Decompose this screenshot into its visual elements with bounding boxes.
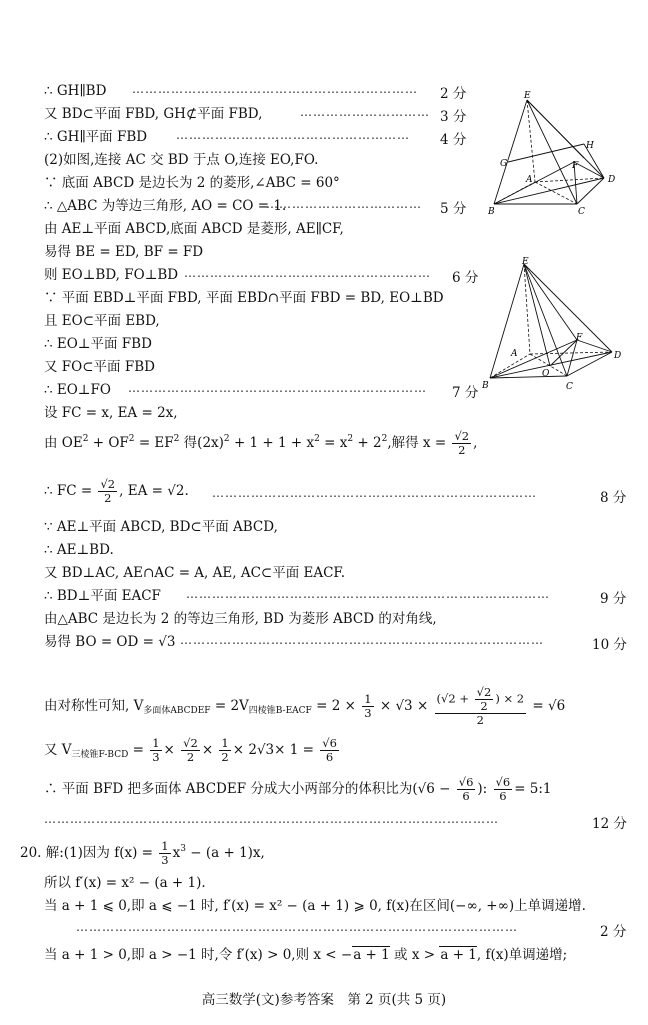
label-D2: D	[614, 351, 622, 361]
line-20: 又 BD⊥AC, AE∩AC = A, AE, AC⊂平面 EACF.	[44, 565, 345, 581]
line-26: ∴ 平面 BFD 把多面体 ABCDEF 分成大小两部分的体积比为(√6 − $\frac{√6}{6}$ ): $\frac{√6}{6}$ = 5:1	[44, 775, 552, 803]
label-H: H	[586, 141, 594, 151]
line-19: ∴ AE⊥BD.	[44, 542, 114, 558]
line-3: ∴ GH∥平面 FBD	[44, 129, 148, 145]
score-10: 12 分	[592, 816, 627, 832]
leader-dots: ………………………………	[266, 197, 422, 211]
line-6: ∴ △ABC 为等边三角形, AO = CO = 1.	[44, 198, 287, 214]
leader-dots: ……………………………………………………………	[128, 381, 427, 395]
leader-dots: ………………………………………………	[176, 128, 410, 142]
line-29: 当 a + 1 ⩽ 0,即 a ⩽ −1 时, f′(x) = x² − (a + 1) ⩾ 0, f(x)在区间(−∞, +∞)上单调递增.	[44, 898, 586, 914]
leader-dots: …………………………………………………………………………	[186, 587, 550, 601]
line-7: 由 AE⊥平面 ABCD,底面 ABCD 是菱形, AE∥CF,	[44, 221, 344, 237]
fraction: $\frac{1}{3}$	[161, 839, 169, 867]
leader-dots: ……………………………………………………………………………………………	[44, 812, 499, 826]
line-28: 所以 f′(x) = x² − (a + 1).	[44, 875, 206, 891]
label-C: C	[578, 207, 585, 217]
score-3: 4 分	[440, 132, 467, 148]
score-2: 3 分	[440, 109, 467, 125]
line-1: ∴ GH∥BD	[44, 83, 107, 99]
fraction: $\frac{√2}{2}$	[454, 429, 470, 457]
score-9: 10 分	[592, 637, 627, 653]
line-16: 由 $OE^2 + OF^2 = EF^2$ 得$(2x)^2 + 1 + 1 + x^2 = x^2 + 2^2$,解得 x = $\frac{√2}{2}$ ,	[44, 429, 478, 457]
label-A2: A	[511, 349, 518, 359]
line-25: 又 $V_{三棱锥F-BCD}$ = $\frac{1}{3}$ × $\frac{√2}{2}$ × $\frac{1}{2}$ × 2√3× 1 = $\frac{√6}{6}$	[44, 736, 337, 764]
fraction: $\frac{1}{2}$	[221, 736, 229, 764]
label-B: B	[488, 207, 495, 217]
fraction: $\frac{√2}{2}$	[100, 477, 116, 505]
line-21: ∴ BD⊥平面 EACF	[44, 588, 161, 604]
line-15: 设 FC = x, EA = 2x,	[44, 405, 178, 421]
line-11: 且 EO⊂平面 EBD,	[44, 313, 160, 329]
label-E: E	[524, 91, 531, 101]
line-30: 当 a + 1 > 0,即 a > −1 时,令 f′(x) > 0,则 x < −a + 1 或 x > a + 1, f(x)单调递增;	[44, 947, 568, 963]
fraction: $\frac{1}{3}$	[364, 692, 372, 720]
line-8: 易得 BE = ED, BF = FD	[44, 244, 204, 260]
line-14: ∴ EO⊥FO	[44, 382, 111, 398]
fraction: $\frac{√6}{6}$	[495, 775, 511, 803]
line-24: 由对称性可知, $V_{多面体ABCDEF} = 2V_{四棱锥B-EACF} = 2$ × $\frac{1}{3}$ × √3 × (√2 + $\frac{√2}{2}$ ) × 2 2 = √6	[44, 685, 566, 727]
line-5: ∵ 底面 ABCD 是边长为 2 的菱形,∠ABC = 60°	[44, 175, 340, 191]
score-7: 8 分	[600, 490, 627, 506]
line-23: 易得 BO = OD = √3	[44, 634, 176, 650]
label-D: D	[608, 175, 616, 185]
fraction-big: (√2 + $\frac{√2}{2}$ ) × 2 2	[436, 685, 525, 727]
line-27: 20. 解:(1)因为 f(x) = $\frac{1}{3}$ $x^3 - (a + 1)x$,	[20, 839, 265, 867]
page-footer: 高三数学(文)参考答案 第 2 页(共 5 页)	[201, 992, 447, 1008]
line-13: 又 FO⊂平面 FBD	[44, 359, 155, 375]
label-B2: B	[482, 381, 489, 391]
line-12: ∴ EO⊥平面 FBD	[44, 336, 152, 352]
figure-pyramid-2	[482, 256, 632, 396]
leader-dots: …………………………………………………………………………	[180, 633, 544, 647]
leader-dots: …………………………………………………………	[132, 82, 418, 96]
score-6: 7 分	[452, 385, 479, 401]
score-1: 2 分	[440, 86, 467, 102]
line-4: (2)如图,连接 AC 交 BD 于点 O,连接 EO,FO.	[44, 152, 319, 168]
score-4: 5 分	[440, 201, 467, 217]
label-F2: F	[576, 333, 583, 343]
fraction: $\frac{√6}{6}$	[458, 775, 474, 803]
line-22: 由△ABC 是边长为 2 的等边三角形, BD 为菱形 ABCD 的对角线,	[44, 611, 437, 627]
fraction: $\frac{1}{3}$	[152, 736, 160, 764]
leader-dots: …………………………………………………………………	[212, 486, 537, 500]
line-2: 又 BD⊂平面 FBD, GH⊄平面 FBD,	[44, 106, 263, 122]
label-G: G	[500, 159, 508, 169]
score-5: 6 分	[452, 270, 479, 286]
label-O2: O	[542, 369, 550, 379]
fraction: $\frac{√6}{6}$	[322, 736, 337, 764]
leader-dots: …………………………………………………	[184, 266, 431, 280]
figure-pyramid-1	[482, 86, 632, 221]
label-F: F	[572, 161, 579, 171]
score-11: 2 分	[600, 924, 627, 940]
line-18: ∵ AE⊥平面 ABCD, BD⊂平面 ABCD,	[44, 519, 278, 535]
line-10: ∵ 平面 EBD⊥平面 FBD, 平面 EBD∩平面 FBD = BD, EO⊥BD	[44, 290, 444, 306]
line-9: 则 EO⊥BD, FO⊥BD	[44, 267, 179, 283]
fraction: $\frac{√2}{2}$	[183, 736, 198, 764]
label-C2: C	[566, 382, 573, 392]
line-17: ∴ FC = $\frac{√2}{2}$ , EA = √2.	[44, 477, 189, 505]
label-E2: E	[522, 257, 529, 267]
score-8: 9 分	[600, 591, 627, 607]
label-A: A	[526, 175, 533, 185]
leader-dots: …………………………	[300, 105, 430, 119]
leader-dots: …………………………………………………………………………………………	[76, 920, 518, 934]
